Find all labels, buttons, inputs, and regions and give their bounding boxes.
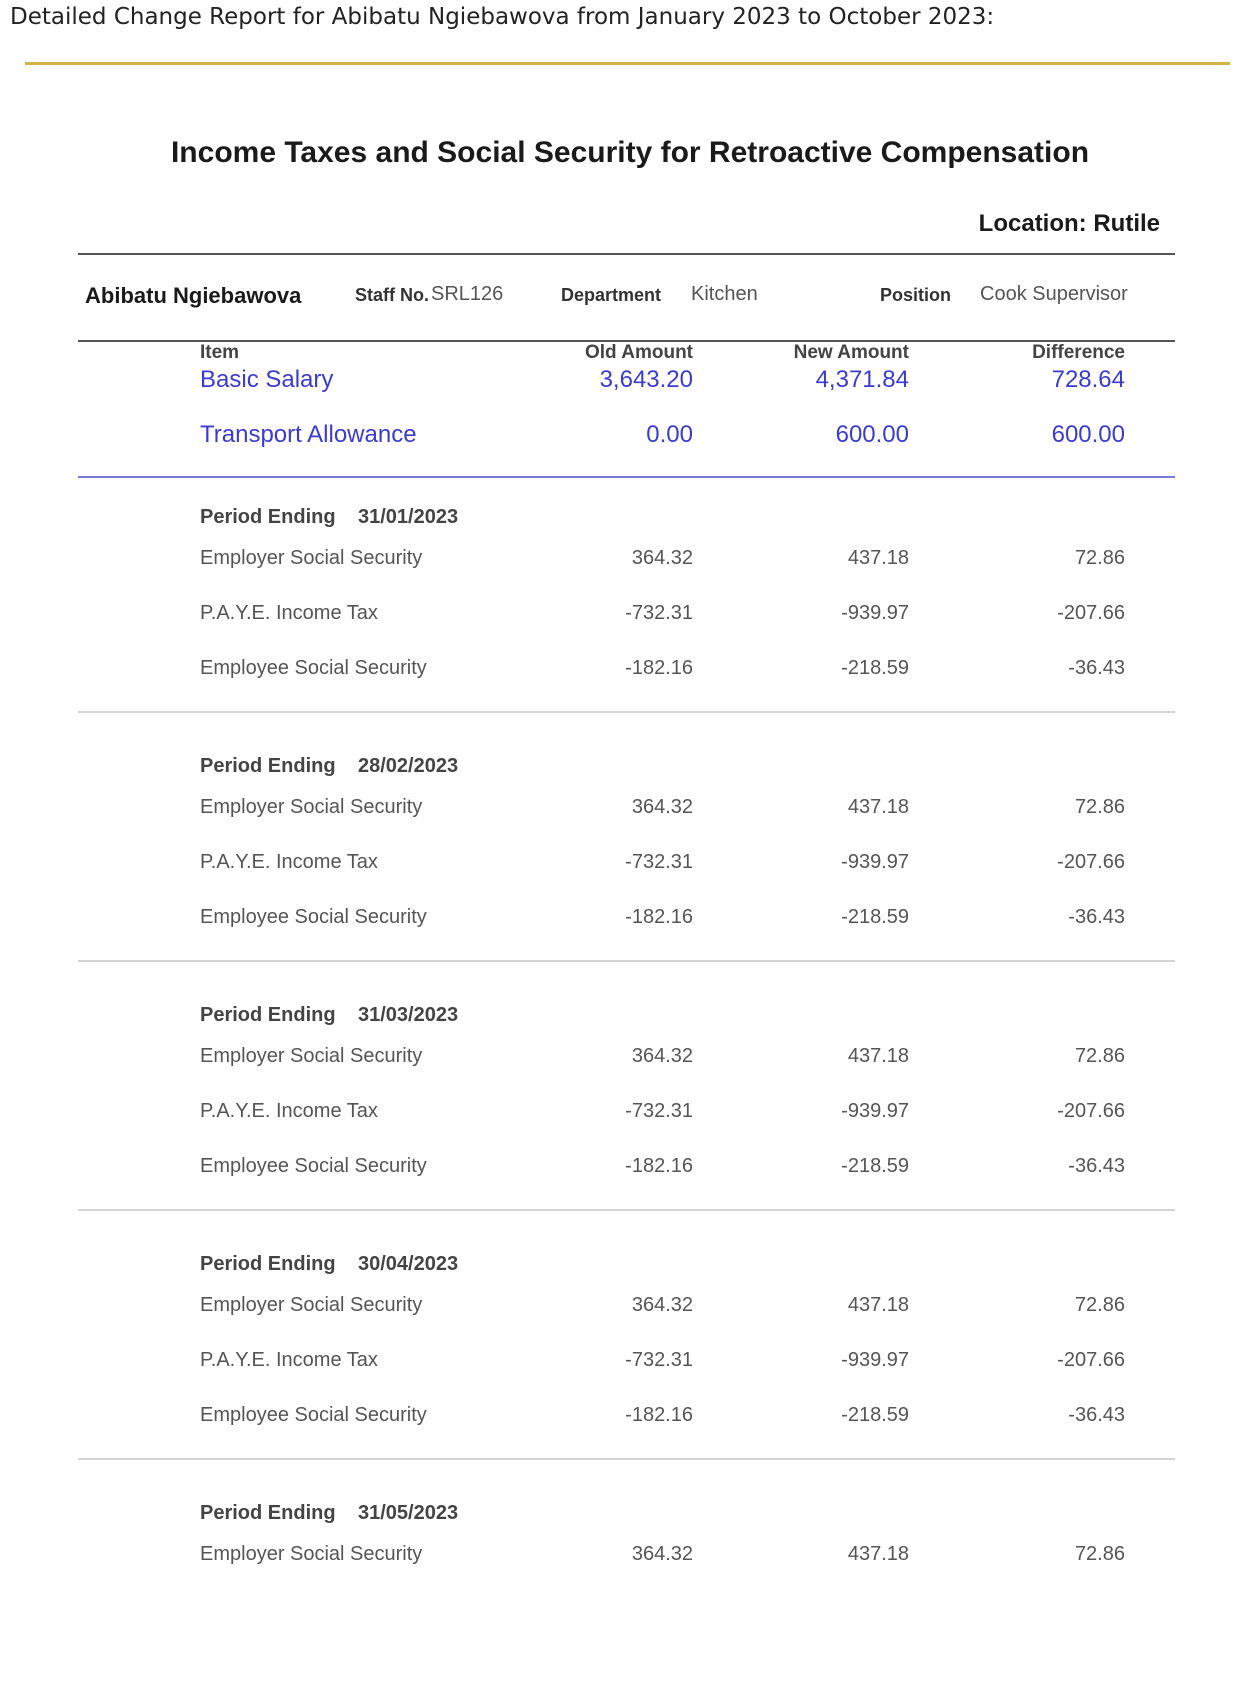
cell-old-amount: -182.16 (625, 1155, 693, 1177)
cell-item: Employer Social Security (200, 796, 423, 818)
cell-item: Transport Allowance (200, 421, 417, 448)
divider (78, 711, 1175, 713)
staff-no-label: Staff No. (355, 285, 429, 305)
cell-difference: -207.66 (1057, 1100, 1125, 1122)
earnings-row (0, 421, 1240, 451)
department-value: Kitchen (691, 283, 758, 305)
cell-difference: -207.66 (1057, 602, 1125, 624)
cell-item: P.A.Y.E. Income Tax (200, 851, 378, 873)
cell-item: Employer Social Security (200, 1543, 423, 1565)
cell-old-amount: -182.16 (625, 906, 693, 928)
employee-name: Abibatu Ngiebawova (85, 283, 302, 308)
divider (78, 1458, 1175, 1460)
position-label: Position (880, 285, 951, 305)
cell-item: Employer Social Security (200, 547, 423, 569)
table-row (0, 1100, 1240, 1130)
period-header (0, 506, 1240, 536)
cell-old-amount: 364.32 (631, 1294, 693, 1316)
cell-new-amount: 437.18 (847, 796, 909, 818)
staff-no-value: SRL126 (431, 283, 504, 305)
table-row (0, 796, 1240, 826)
cell-new-amount: 4,371.84 (815, 366, 909, 393)
table-row (0, 851, 1240, 881)
cell-difference: 72.86 (1074, 1294, 1125, 1316)
cell-old-amount: 364.32 (631, 547, 693, 569)
table-row (0, 1155, 1240, 1185)
cell-old-amount: 364.32 (631, 1045, 693, 1067)
cell-new-amount: 600.00 (835, 421, 909, 448)
earnings-row (0, 366, 1240, 396)
period-date: 28/02/2023 (358, 755, 459, 777)
cell-item: Employee Social Security (200, 906, 427, 928)
period-date: 31/01/2023 (358, 506, 459, 528)
divider (78, 960, 1175, 962)
cell-new-amount: -939.97 (841, 602, 909, 624)
period-header (0, 1502, 1240, 1532)
intro-text: Detailed Change Report for Abibatu Ngiebawova from January 2023 to October 2023: (10, 4, 995, 30)
cell-difference: -207.66 (1057, 851, 1125, 873)
period-date: 30/04/2023 (358, 1253, 459, 1275)
column-header-item: Item (200, 342, 240, 363)
cell-difference: 72.86 (1074, 1045, 1125, 1067)
table-row (0, 906, 1240, 936)
cell-difference: -36.43 (1068, 1155, 1125, 1177)
report-title: Income Taxes and Social Security for Retroactive Compensation (170, 136, 1090, 169)
cell-item: P.A.Y.E. Income Tax (200, 602, 378, 624)
cell-new-amount: -218.59 (841, 1155, 909, 1177)
cell-difference: -207.66 (1057, 1349, 1125, 1371)
cell-new-amount: -218.59 (841, 657, 909, 679)
employee-info (0, 283, 1240, 313)
column-header-old-amount: Old Amount (585, 342, 693, 363)
cell-difference: 728.64 (1051, 366, 1125, 393)
cell-old-amount: 3,643.20 (599, 366, 693, 393)
cell-new-amount: 437.18 (847, 1045, 909, 1067)
cell-old-amount: -732.31 (625, 602, 693, 624)
period-label: Period Ending (200, 755, 336, 777)
period-label: Period Ending (200, 1253, 336, 1275)
column-header-difference: Difference (1032, 342, 1125, 363)
period-date: 31/03/2023 (358, 1004, 459, 1026)
cell-new-amount: -939.97 (841, 851, 909, 873)
position-value: Cook Supervisor (980, 283, 1128, 305)
cell-old-amount: -182.16 (625, 657, 693, 679)
divider (78, 253, 1175, 255)
department-label: Department (561, 285, 662, 305)
cell-new-amount: -218.59 (841, 1404, 909, 1426)
cell-item: P.A.Y.E. Income Tax (200, 1100, 378, 1122)
cell-difference: -36.43 (1068, 657, 1125, 679)
cell-difference: 72.86 (1074, 796, 1125, 818)
table-row (0, 1349, 1240, 1379)
cell-difference: -36.43 (1068, 1404, 1125, 1426)
cell-item: Employee Social Security (200, 1404, 427, 1426)
period-label: Period Ending (200, 1004, 336, 1026)
cell-new-amount: 437.18 (847, 1543, 909, 1565)
divider (78, 476, 1175, 478)
table-row (0, 1294, 1240, 1324)
table-row (0, 1404, 1240, 1434)
cell-old-amount: -732.31 (625, 1100, 693, 1122)
cell-difference: -36.43 (1068, 906, 1125, 928)
cell-item: Employee Social Security (200, 1155, 427, 1177)
cell-difference: 72.86 (1074, 1543, 1125, 1565)
cell-new-amount: -218.59 (841, 906, 909, 928)
cell-new-amount: -939.97 (841, 1100, 909, 1122)
divider (78, 1209, 1175, 1211)
cell-item: Employer Social Security (200, 1045, 423, 1067)
period-date: 31/05/2023 (358, 1502, 459, 1524)
cell-new-amount: 437.18 (847, 1294, 909, 1316)
cell-new-amount: 437.18 (847, 547, 909, 569)
column-header-new-amount: New Amount (793, 342, 909, 363)
table-row (0, 1543, 1240, 1573)
cell-old-amount: -732.31 (625, 1349, 693, 1371)
cell-item: Employer Social Security (200, 1294, 423, 1316)
cell-old-amount: -732.31 (625, 851, 693, 873)
cell-old-amount: 0.00 (646, 421, 693, 448)
cell-difference: 72.86 (1074, 547, 1125, 569)
cell-difference: 600.00 (1051, 421, 1125, 448)
cell-old-amount: -182.16 (625, 1404, 693, 1426)
cell-item: P.A.Y.E. Income Tax (200, 1349, 378, 1371)
table-row (0, 602, 1240, 632)
location-label: Location: Rutile (978, 210, 1160, 237)
cell-item: Employee Social Security (200, 657, 427, 679)
cell-old-amount: 364.32 (631, 796, 693, 818)
period-label: Period Ending (200, 506, 336, 528)
cell-item: Basic Salary (200, 366, 334, 393)
period-header (0, 1253, 1240, 1283)
period-header (0, 1004, 1240, 1034)
cell-old-amount: 364.32 (631, 1543, 693, 1565)
table-row (0, 1045, 1240, 1075)
table-row (0, 547, 1240, 577)
header-divider (25, 62, 1230, 65)
table-row (0, 657, 1240, 687)
period-header (0, 755, 1240, 785)
cell-new-amount: -939.97 (841, 1349, 909, 1371)
period-label: Period Ending (200, 1502, 336, 1524)
